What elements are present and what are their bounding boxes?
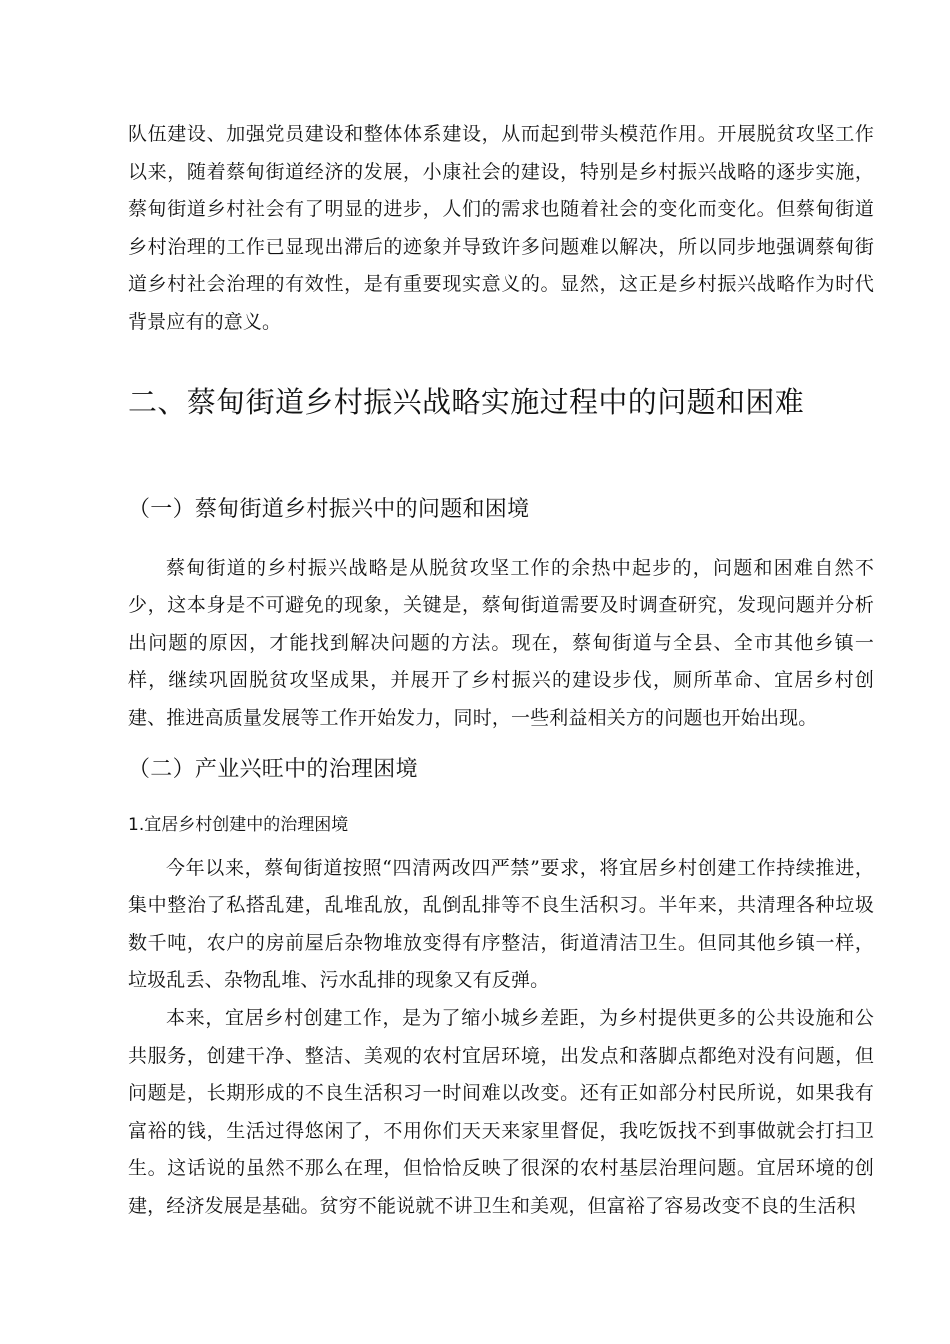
subsection-1-paragraph: 蔡甸街道的乡村振兴战略是从脱贫攻坚工作的余热中起步的，问题和困难自然不少，这本身是不可避免的现象，关键是，蔡甸街道需要及时调查研究，发现问题并分析出问题的原因，才能找到解决问题的方法。现在，蔡甸街道与全县、全市其他乡镇一样，继续巩固脱贫攻坚成果，并展开了乡村振兴的建设步伐，厕所革命、宜居乡村创建、推进高质量发展等工作开始发力，同时，一些利益相关方的问题也开始出现。	[128, 556, 874, 729]
item-heading-1: 1.宜居乡村创建中的治理困境	[128, 814, 349, 835]
intro-paragraph: 队伍建设、加强党员建设和整体体系建设，从而起到带头模范作用。开展脱贫攻坚工作以来，随着蔡甸街道经济的发展，小康社会的建设，特别是乡村振兴战略的逐步实施，蔡甸街道乡村社会有了明显的进步，人们的需求也随着社会的变化而变化。但蔡甸街道乡村治理的工作已显现出滞后的迹象并导致许多问题难以解决，所以同步地强调蔡甸街道乡村社会治理的有效性，是有重要现实意义的。显然，这正是乡村振兴战略作为时代背景应有的意义。	[128, 123, 874, 333]
subsection-heading-2: （二）产业兴旺中的治理困境	[128, 756, 418, 782]
item-1-paragraph-1: 今年以来，蔡甸街道按照“四清两改四严禁”要求，将宜居乡村创建工作持续推进，集中整治了私搭乱建，乱堆乱放，乱倒乱排等不良生活积习。半年来，共清理各种垃圾数千吨，农户的房前屋后杂物堆放变得有序整洁，街道清洁卫生。但同其他乡镇一样，垃圾乱丢、杂物乱堆、污水乱排的现象又有反弹。	[128, 856, 874, 992]
document-body	[128, 116, 874, 1225]
item-1-paragraph-2: 本来，宜居乡村创建工作，是为了缩小城乡差距，为乡村提供更多的公共设施和公共服务，创建干净、整洁、美观的农村宜居环境，出发点和落脚点都绝对没有问题，但问题是，长期形成的不良生活积习一时间难以改变。还有正如部分村民所说，如果我有富裕的钱，生活过得悠闲了，不用你们天天来家里督促，我吃饭找不到事做就会打扫卫生。这话说的虽然不那么在理，但恰恰反映了很深的农村基层治理问题。宜居环境的创建，经济发展是基础。贫穷不能说就不讲卫生和美观，但富裕了容易改变不良的生活积	[128, 1006, 874, 1217]
subsection-heading-1: （一）蔡甸街道乡村振兴中的问题和困境	[128, 496, 530, 522]
section-heading: 二、蔡甸街道乡村振兴战略实施过程中的问题和困难	[128, 384, 805, 419]
